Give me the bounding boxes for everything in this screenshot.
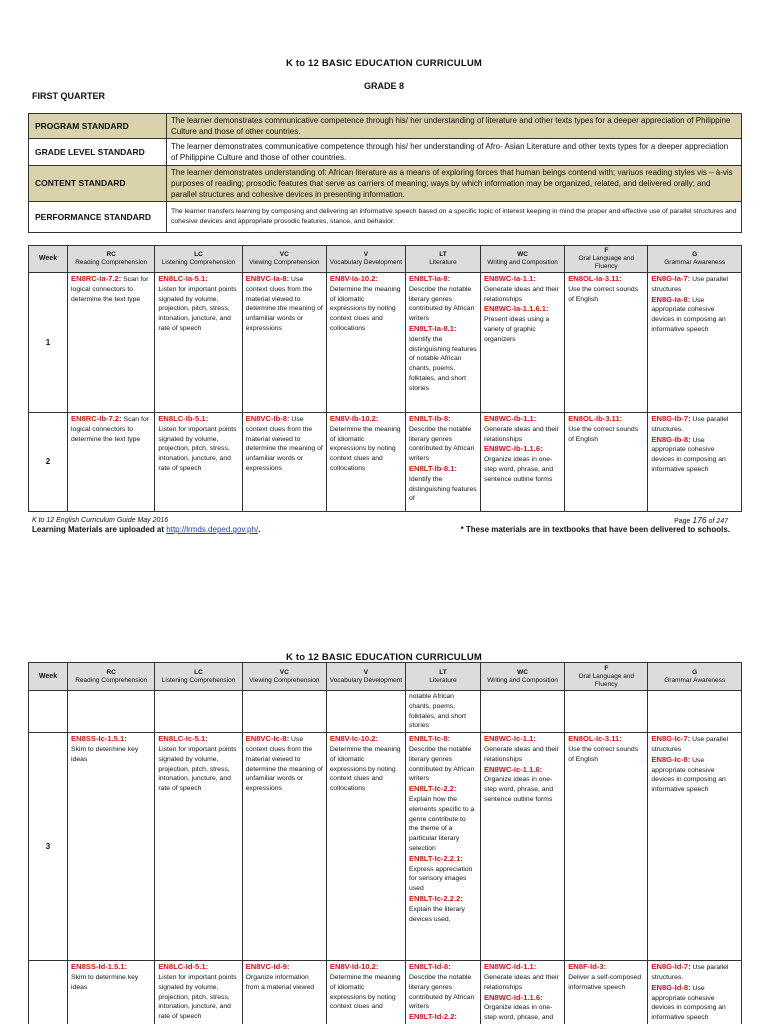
lc-header: LC Listening Comprehension [155, 663, 242, 691]
vc-cell: EN8VC-Id-9: Organize information from a material viewed [242, 961, 326, 1024]
document-title: K to 12 BASIC EDUCATION CURRICULUM [285, 652, 483, 663]
f-header: F Oral Language and Fluency [565, 246, 648, 273]
rc-header: RC Reading Comprehension [68, 663, 155, 691]
program-standard-label: PROGRAM STANDARD [29, 114, 167, 139]
grade-level-standard-row [29, 139, 742, 166]
g-cell: EN8G-Ia-7: Use parallel structures EN8G-Ia-8: Use appropriate cohesive devices in composing an informative speech [648, 273, 742, 413]
v-cell: EN8V-Ic-10.2: Determine the meaning of idiomatic expressions by noting context clues and collocations [326, 733, 405, 961]
wc-header: WC Writing and Composition [480, 246, 564, 273]
wc-header: WC Writing and Composition [480, 663, 564, 691]
lrmds-link[interactable]: http://lrmds.deped.gov.ph/ [166, 525, 259, 534]
curriculum-guide-footer: K to 12 English Curriculum Guide May 2016 [32, 517, 169, 524]
materials-footer: Learning Materials are uploaded at http://lrmds.deped.gov.ph/. [32, 525, 261, 534]
week-number: 2 [29, 413, 68, 512]
page-177 [0, 648, 768, 1024]
content-standard-row [29, 166, 742, 202]
lt-cell: EN8LT-Ic-8: Describe the notable literary genres contributed by African writers EN8LT-Ic-2.2: Explain how the elements specific to a genre contribute to the theme of a particular literary selection EN8LT-Ic-2.2.1: Express appreciation for sensory images used EN8LT-Ic-2.2.2: Explain the literary devices used. [405, 733, 480, 961]
rc-cell: EN8SS-Ic-1.5.1: Skim to determine key ideas [68, 733, 155, 961]
lc-cell: EN8LC-Ib-5.1: Listen for important points signaled by volume, projection, pitch, stress, intonation, juncture, and rate of speech [155, 413, 242, 512]
g-cell: EN8G-Id-7: Use parallel structures. EN8G-Id-8: Use appropriate cohesive devices in composing an informative speech [648, 961, 742, 1024]
g-header: G Grammar Awareness [648, 246, 742, 273]
lt-cell: EN8LT-Ib-8: Describe the notable literary genres contributed by African writers EN8LT-Ib-8.1: Identify the distinguishing features of [405, 413, 480, 512]
v-header: V Vocabulary Development [326, 663, 405, 691]
wc-cell: EN8WC-Ic-1.1: Generate ideas and their relationships EN8WC-Ic-1.1.6: Organize ideas in one-step word, phrase, and sentence outline forms [480, 733, 564, 961]
f-cell: EN8OL-Ia-3.11: Use the correct sounds of English [565, 273, 648, 413]
header-row [29, 663, 742, 691]
v-header: V Vocabulary Development [326, 246, 405, 273]
week-number [29, 961, 68, 1024]
document-title: K to 12 BASIC EDUCATION CURRICULUM [285, 58, 483, 69]
competency-table-page2 [28, 662, 742, 1024]
lt-cell: EN8LT-Id-8: Describe the notable literary genres contributed by African writers EN8LT-Id-2.2: [405, 961, 480, 1024]
rc-cell: EN8SS-Id-1.5.1: Skim to determine key ideas [68, 961, 155, 1024]
vc-cell: EN8VC-Ic-8: Use context clues from the material viewed to determine the meaning of unfamiliar words or expressions [242, 733, 326, 961]
grade-level-standard-text: The learner demonstrates communicative competence through his/ her understanding of Afro- Asian Literature and other texts types for a deeper appreciation of Philippine Culture and those of other countries. [167, 139, 742, 166]
lc-cell: EN8LC-Id-5.1: Listen for important points signaled by volume, projection, pitch, stress, intonation, juncture, and rate of speech [155, 961, 242, 1024]
textbook-note: * These materials are in textbooks that have been delivered to schools. [460, 525, 730, 534]
lc-header: LC Listening Comprehension [155, 246, 242, 273]
header-row [29, 246, 742, 273]
g-cell: EN8G-Ib-7: Use parallel structures. EN8G-Ib-8: Use appropriate cohesive devices in composing an informative speech [648, 413, 742, 512]
rc-cell: EN8RC-Ib-7.2: Scan for logical connectors to determine the text type [68, 413, 155, 512]
page-number: Page 176 of 247 [674, 515, 728, 525]
week-2-row [29, 413, 742, 512]
grade-heading: GRADE 8 [363, 81, 404, 91]
standards-table [28, 113, 742, 233]
vc-cell: EN8VC-Ib-8: Use context clues from the material viewed to determine the meaning of unfamiliar words or expressions [242, 413, 326, 512]
continuation-row [29, 691, 742, 733]
wc-cell: EN8WC-Ia-1.1: Generate ideas and their relationships EN8WC-Ia-1.1.6.1: Present ideas using a variety of graphic organizers [480, 273, 564, 413]
f-cell: EN8F-Id-3: Deliver a self-composed informative speech [565, 961, 648, 1024]
week-4-row [29, 961, 742, 1024]
week-1-row [29, 273, 742, 413]
performance-standard-text: The learner transfers learning by composing and delivering an informative speech based on a specific topic of interest keeping in mind the proper and effective use of parallel structures and cohesive devices and appropriate prosodic features, stance, and behavior. [167, 202, 742, 233]
vc-header: VC Viewing Comprehension [242, 663, 326, 691]
content-standard-text: The learner demonstrates understanding of: African literature as a means of exploring forces that human beings contend with; variuos reading styles vis – à-vis purposes of reading; prosodic features that serve as carriers of meaning; ways by which information may be organized, related, and delivered orally; and parallel structures and cohesive devices in presenting information. [167, 166, 742, 202]
week-number: 1 [29, 273, 68, 413]
week-3-row [29, 733, 742, 961]
f-cell: EN8OL-Ic-3.11: Use the correct sounds of English [565, 733, 648, 961]
week-header: Week [29, 663, 68, 691]
f-header: F Oral Language and Fluency [565, 663, 648, 691]
lc-cell: EN8LC-Ic-5.1: Listen for important points signaled by volume, projection, pitch, stress, intonation, juncture, and rate of speech [155, 733, 242, 961]
lt-header: LT Literature [405, 663, 480, 691]
vc-cell: EN8VC-Ia-8: Use context clues from the material viewed to determine the meaning of unfamiliar words or expressions [242, 273, 326, 413]
week-header: Week [29, 246, 68, 273]
program-standard-text: The learner demonstrates communicative competence through his/ her understanding of literature and other texts types for a deeper appreciation of Philippine Culture and those of other countries. [167, 114, 742, 139]
week-number: 3 [29, 733, 68, 961]
lc-cell: EN8LC-Ia-5.1: Listen for important points signaled by volume, projection, pitch, stress, intonation, juncture, and rate of speech [155, 273, 242, 413]
v-cell: EN8V-Ib-10.2: Determine the meaning of idiomatic expressions by noting context clues and collocations [326, 413, 405, 512]
performance-standard-label: PERFORMANCE STANDARD [29, 202, 167, 233]
wc-cell: EN8WC-Ib-1.1: Generate ideas and their relationships EN8WC-Ib-1.1.6: Organize ideas in one-step word, phrase, and sentence outline forms [480, 413, 564, 512]
lt-cell: EN8LT-Ia-8: Describe the notable literary genres contributed by African writers EN8LT-Ia-8.1: Identify the distinguishing features of notable African chants, poems, folktales, and short stories [405, 273, 480, 413]
f-cell: EN8OL-Ib-3.11: Use the correct sounds of English [565, 413, 648, 512]
g-header: G Grammar Awareness [648, 663, 742, 691]
lt-header: LT Literature [405, 246, 480, 273]
v-cell: EN8V-Ia-10.2: Determine the meaning of idiomatic expressions by noting context clues and collocations [326, 273, 405, 413]
g-cell: EN8G-Ic-7: Use parallel structures EN8G-Ic-8: Use appropriate cohesive devices in composing an informative speech [648, 733, 742, 961]
rc-cell: EN8RC-Ia-7.2: Scan for logical connectors to determine the text type [68, 273, 155, 413]
wc-cell: EN8WC-Id-1.1: Generate ideas and their relationships EN8WC-Id-1.1.6: Organize ideas in one-step word, phrase, and [480, 961, 564, 1024]
week-number [29, 691, 68, 733]
quarter-heading: FIRST QUARTER [32, 91, 105, 101]
performance-standard-row [29, 202, 742, 233]
vc-header: VC Viewing Comprehension [242, 246, 326, 273]
lt-cell: notable African chants, poems, folktales, and short stories [405, 691, 480, 733]
rc-header: RC Reading Comprehension [68, 246, 155, 273]
program-standard-row [29, 114, 742, 139]
v-cell: EN8V-Id-10.2: Determine the meaning of idiomatic expressions by noting context clues and [326, 961, 405, 1024]
competency-table-page1 [28, 245, 742, 512]
grade-level-standard-label: GRADE LEVEL STANDARD [29, 139, 167, 166]
content-standard-label: CONTENT STANDARD [29, 166, 167, 202]
